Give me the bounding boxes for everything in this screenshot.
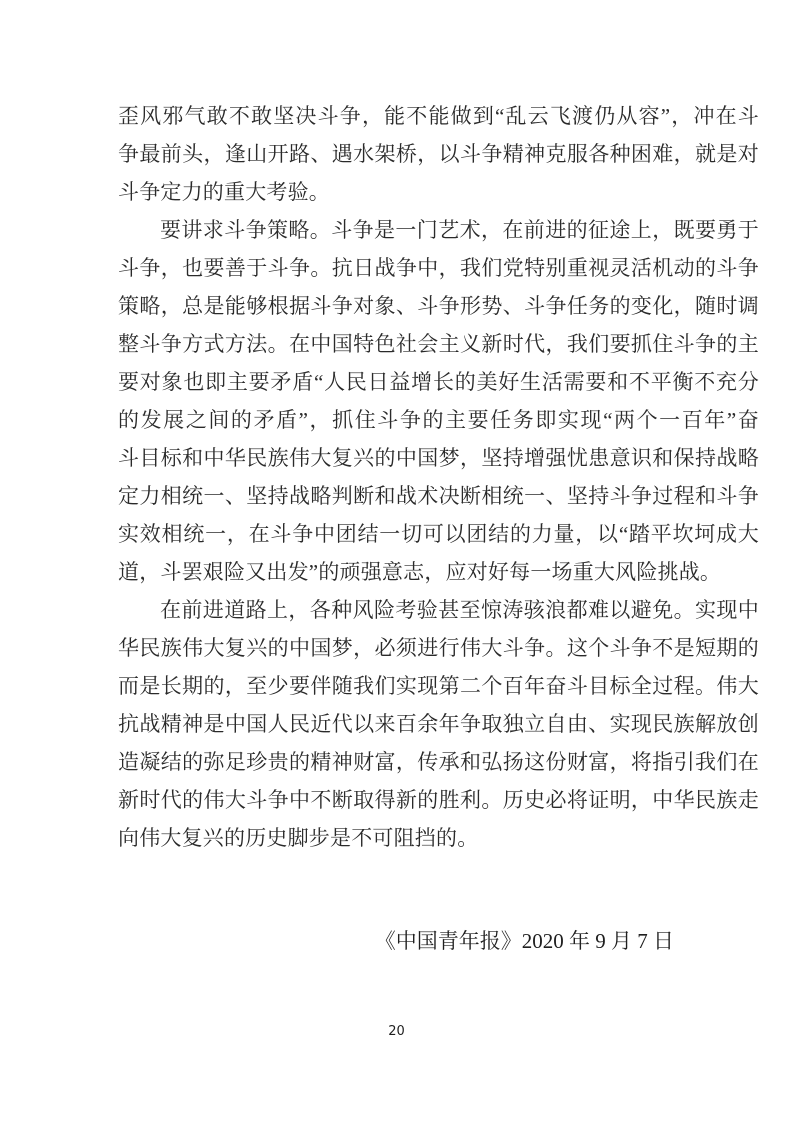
text-line: 抗战精神是中国人民近代以来百余年争取独立自由、实现民族解放创 — [118, 712, 759, 736]
paragraph-strategy — [118, 211, 759, 591]
text-line: 歪风邪气敢不敢坚决斗争，能不能做到“乱云飞渡仍从容”，冲在斗 — [118, 104, 759, 128]
text-line: 华民族伟大复兴的中国梦，必须进行伟大斗争。这个斗争不是短期的 — [118, 636, 759, 660]
paragraph-continuation — [118, 97, 759, 211]
text-line: 新时代的伟大斗争中不断取得新的胜利。历史必将证明，中华民族走 — [118, 788, 759, 812]
text-line: 而是长期的，至少要伴随我们实现第二个百年奋斗目标全过程。伟大 — [118, 674, 759, 698]
text-line: 整斗争方式方法。在中国特色社会主义新时代，我们要抓住斗争的主 — [118, 332, 759, 356]
paragraph-road-ahead — [118, 591, 759, 857]
text-line: 争最前头，逢山开路、遇水架桥，以斗争精神克服各种困难，就是对 — [118, 142, 759, 166]
text-line: 在前进道路上，各种风险考验甚至惊涛骇浪都难以避免。实现中 — [160, 598, 759, 622]
text-line: 实效相统一，在斗争中团结一切可以团结的力量，以“踏平坎坷成大 — [118, 522, 759, 546]
text-line: 定力相统一、坚持战略判断和战术决断相统一、坚持斗争过程和斗争 — [118, 484, 759, 508]
text-line: 要对象也即主要矛盾“人民日益增长的美好生活需要和不平衡不充分 — [118, 370, 759, 394]
article-body — [118, 97, 759, 857]
text-line: 道，斗罢艰险又出发”的顽强意志，应对好每一场重大风险挑战。 — [118, 560, 722, 584]
text-line: 向伟大复兴的历史脚步是不可阻挡的。 — [118, 826, 479, 850]
text-line: 斗争定力的重大考验。 — [118, 180, 330, 204]
text-line: 斗目标和中华民族伟大复兴的中国梦，坚持增强忧患意识和保持战略 — [118, 446, 759, 470]
page-number: 20 — [388, 1024, 405, 1039]
text-line: 造凝结的弥足珍贵的精神财富，传承和弘扬这份财富，将指引我们在 — [118, 750, 759, 774]
text-line: 策略，总是能够根据斗争对象、斗争形势、斗争任务的变化，随时调 — [118, 294, 759, 318]
text-line: 的发展之间的矛盾”，抓住斗争的主要任务即实现“两个一百年”奋 — [118, 408, 759, 432]
text-line: 斗争，也要善于斗争。抗日战争中，我们党特别重视灵活机动的斗争 — [118, 256, 759, 280]
source-attribution: 《中国青年报》2020 年 9 月 7 日 — [374, 929, 674, 953]
text-line: 要讲求斗争策略。斗争是一门艺术，在前进的征途上，既要勇于 — [160, 218, 759, 242]
